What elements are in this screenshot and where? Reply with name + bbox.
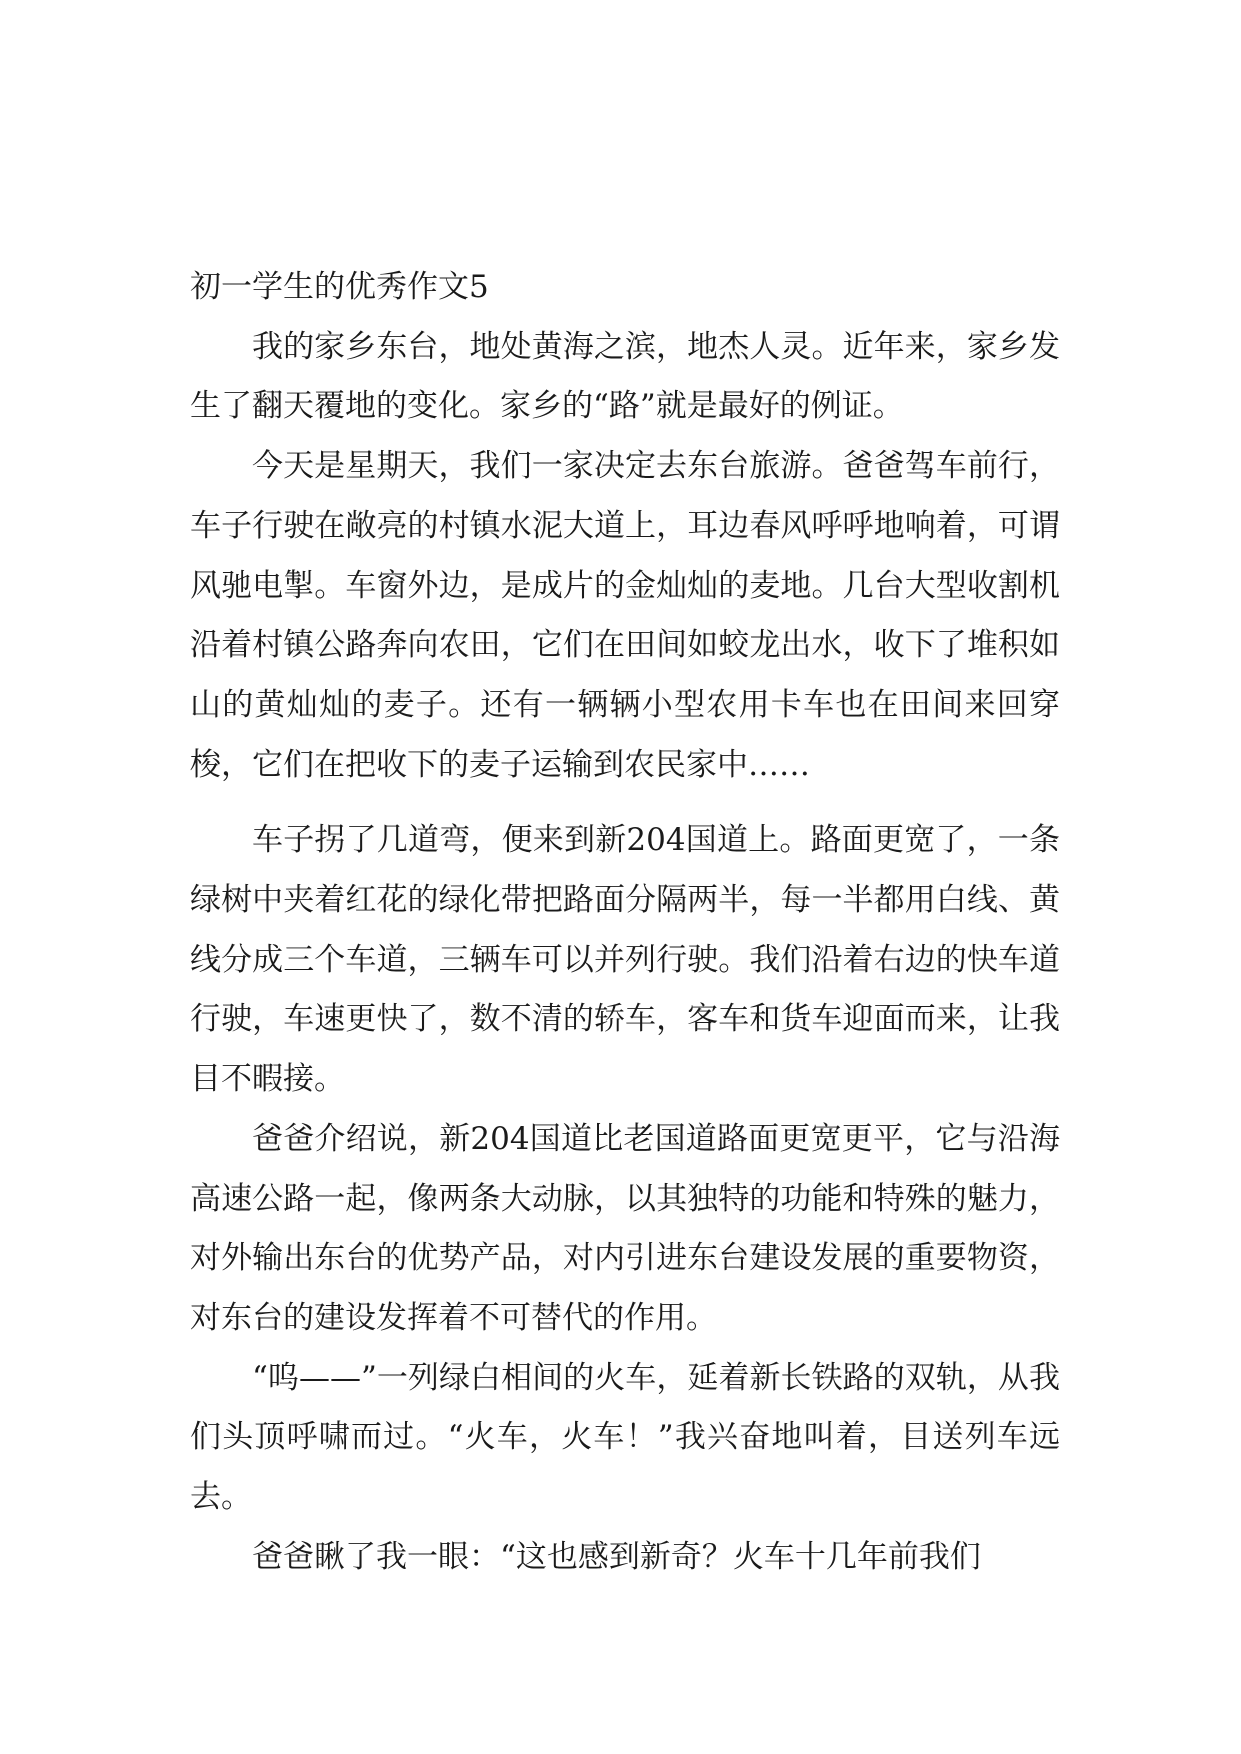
paragraph-1: 我的家乡东台，地处黄海之滨，地杰人灵。近年来，家乡发生了翻天覆地的变化。家乡的“路”就是最好的例证。 (190, 328, 1060, 425)
paragraph-4: 爸爸介绍说，新204国道比老国道路面更宽更平，它与沿海高速公路一起，像两条大动脉，以其独特的功能和特殊的魅力，对外输出东台的优势产品，对内引进东台建设发展的重要物资，对东台的建设发挥着不可替代的作用。 (190, 1120, 1060, 1336)
paragraph-5: “呜——”一列绿白相间的火车，延着新长铁路的双轨，从我们头顶呼啸而过。“火车，火车！”我兴奋地叫着，目送列车远去。 (190, 1359, 1060, 1516)
paragraph-6: 爸爸瞅了我一眼：“这也感到新奇？火车十几年前我们 (252, 1538, 981, 1575)
document-body (190, 258, 1060, 1587)
paragraph-2: 今天是星期天，我们一家决定去东台旅游。爸爸驾车前行，车子行驶在敞亮的村镇水泥大道上，耳边春风呼呼地响着，可谓风驰电掣。车窗外边，是成片的金灿灿的麦地。几台大型收割机沿着村镇公路奔向农田，它们在田间如蛟龙出水，收下了堆积如山的黄灿灿的麦子。还有一辆辆小型农用卡车也在田间来回穿梭，它们在把收下的麦子运输到农民家中…… (190, 448, 1060, 783)
paragraph-3: 车子拐了几道弯，便来到新204国道上。路面更宽了，一条绿树中夹着红花的绿化带把路面分隔两半，每一半都用白线、黄线分成三个车道，三辆车可以并列行驶。我们沿着右边的快车道行驶，车速更快了，数不清的轿车，客车和货车迎面而来，让我目不暇接。 (190, 822, 1060, 1098)
essay-title: 初一学生的优秀作文5 (190, 269, 489, 305)
